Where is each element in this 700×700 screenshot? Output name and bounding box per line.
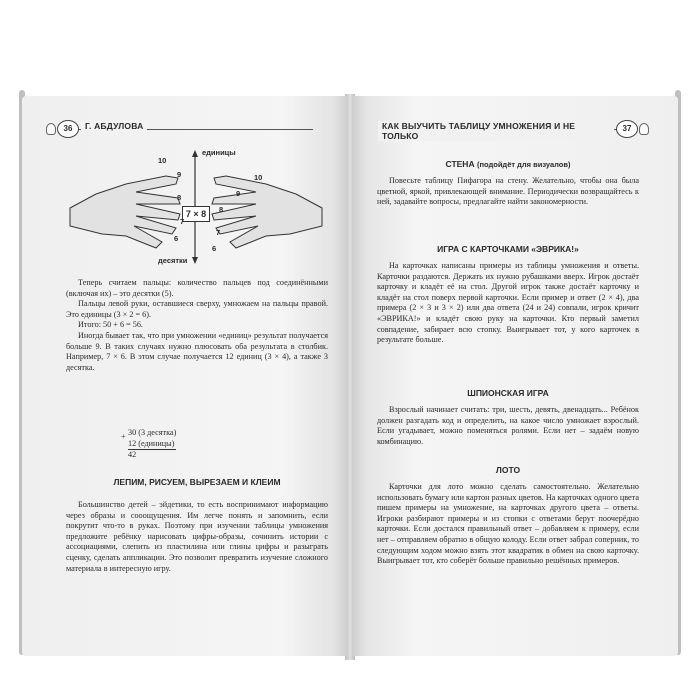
book-spread — [22, 68, 678, 660]
section-title: ШПИОНСКАЯ ИГРА — [467, 388, 549, 398]
calc-line: 30 (3 десятка) — [128, 428, 177, 437]
left-finger-number: 6 — [174, 234, 179, 243]
left-finger-number: 8 — [177, 193, 182, 202]
section-title: ЛОТО — [495, 465, 521, 475]
paragraph: Теперь считаем пальцы: количество пальцев под соединёнными (включая их) – это десятки (5). — [66, 278, 328, 298]
author-name: Г. АБДУЛОВА — [81, 121, 147, 131]
left-page-header — [57, 118, 323, 138]
plus-sign: + — [121, 432, 126, 441]
section-text — [377, 405, 639, 447]
paragraph: Карточки для лото можно сделать самостоятельно. Желательно использовать бумагу или картон разных цветов. На карточках одного цвета пишем примеры на умножение, на карточках другого цвета – ответы. Игроки разбирают примеры и из стопки с ответами берут поочерёдно карточки. Если достался правильный ответ – добавляем к примеру, если нет – отправляем обратно в общую колоду. Если ответ забрал соперник, то следующим ходом можно взять этот квадратик в обмен на свою карточку. Выигрывает тот, кто соберёт больше правильно решённых примеров. — [377, 482, 639, 566]
right-page-header — [378, 118, 638, 141]
book-title: КАК ВЫУЧИТЬ ТАБЛИЦУ УМНОЖЕНИЯ И НЕ ТОЛЬКО — [378, 121, 614, 141]
right-finger-number: 9 — [236, 189, 241, 198]
paragraph: На карточках написаны примеры из таблицы умножения и ответы. Карточки раздаются. Держать их нужно рубашками вверх. Игрок достаёт карточку и кладёт её на стол. Другой игрок также достаёт карточку и кладёт на стол поверх первой карточки. Если пример и ответ (2 × 4), два примера (2 × 3 и 3 × 2) или два ответа (24 и 24) совпали, игрок кричит «ЭВРИКА!» и кладёт свою руку на карточки. Кто первый заметил совпадение, забирает всю стопку. Выигрывает тот, у кого карточек в результате больше. — [377, 261, 639, 345]
paragraph: Итого: 50 + 6 = 56. — [78, 320, 143, 330]
section-text — [377, 176, 639, 208]
right-finger-number: 7 — [216, 228, 221, 237]
left-section-text — [66, 500, 328, 574]
section-subtitle: (подойдёт для визуалов) — [476, 160, 571, 169]
arrow-up-icon — [192, 150, 198, 157]
label-tens: десятки — [158, 256, 188, 265]
left-finger-number: 7 — [180, 217, 185, 226]
label-units: единицы — [202, 148, 236, 157]
section-title: ИГРА С КАРТОЧКАМИ «ЭВРИКА!» — [437, 244, 579, 254]
section-title: ЛЕПИМ, РИСУЕМ, ВЫРЕЗАЕМ И КЛЕИМ — [113, 477, 281, 487]
paragraph: Повесьте таблицу Пифагора на стену. Желательно, чтобы она была цветной, яркой, привлекающей внимание. Периодически возвращайтесь к ней, задавайте вопросы, предлагайте найти закономерности. — [377, 176, 639, 207]
right-page — [353, 96, 678, 656]
right-finger-number: 10 — [254, 173, 263, 182]
lightbulb-icon — [46, 123, 56, 135]
calc-result: 42 — [128, 450, 137, 459]
calc-line: 12 (единицы) — [128, 439, 176, 451]
left-finger-number: 9 — [177, 170, 182, 179]
paragraph: Взрослый начинает считать: три, шесть, девять, двенадцать... Ребёнок должен разгадать код и определить, на какое число умножает взрослый. Если угадывает, можно поменяться ролями. Если нет – задаём новую комбинацию. — [377, 405, 639, 446]
multiplication-box: 7 × 8 — [182, 206, 210, 222]
paragraph: Иногда бывает так, что при умножении «единиц» результат получается больше 9. В таких случаях нужно плюсовать оба результата в столбик. Например, 7 × 6. В этом случае получается 12 единиц (3 × 4), а также 3 десятка. — [66, 330, 328, 372]
paragraph: Большинство детей – эйдетики, то есть воспринимают информацию через образы и сооощущения. Им легче понять и запомнить, если покрутит что-то в руках. Поэтому при изучении таблицы умножения предложите ребёнку нарисовать цифры-образы, сочинить истории с ассоциациями, слепить из пластилина или глины цифры и разыграть сценку, сделать аппликации. Это позволит превратить изучение сложного материала в интересную игру. — [66, 500, 328, 573]
section-text — [377, 482, 639, 567]
arrow-down-icon — [192, 257, 198, 264]
right-finger-number: 6 — [212, 244, 217, 253]
page-number: 37 — [616, 120, 638, 138]
left-hand — [70, 176, 180, 248]
hands-multiplication-figure — [66, 148, 326, 268]
right-finger-number: 8 — [219, 205, 224, 214]
paragraph: Пальцы левой руки, оставшиеся сверху, умножаем на пальцы правой. Это единицы (3 × 2 = 6). — [66, 299, 328, 319]
left-finger-number: 10 — [158, 156, 167, 165]
section-text — [377, 261, 639, 346]
right-hand — [212, 176, 322, 248]
left-body-text — [66, 278, 328, 373]
column-addition — [121, 428, 177, 461]
section-title-text: СТЕНА — [445, 159, 475, 169]
page-number: 36 — [57, 120, 79, 138]
section-title — [377, 159, 639, 169]
left-page — [22, 96, 347, 656]
lightbulb-icon — [639, 123, 649, 135]
